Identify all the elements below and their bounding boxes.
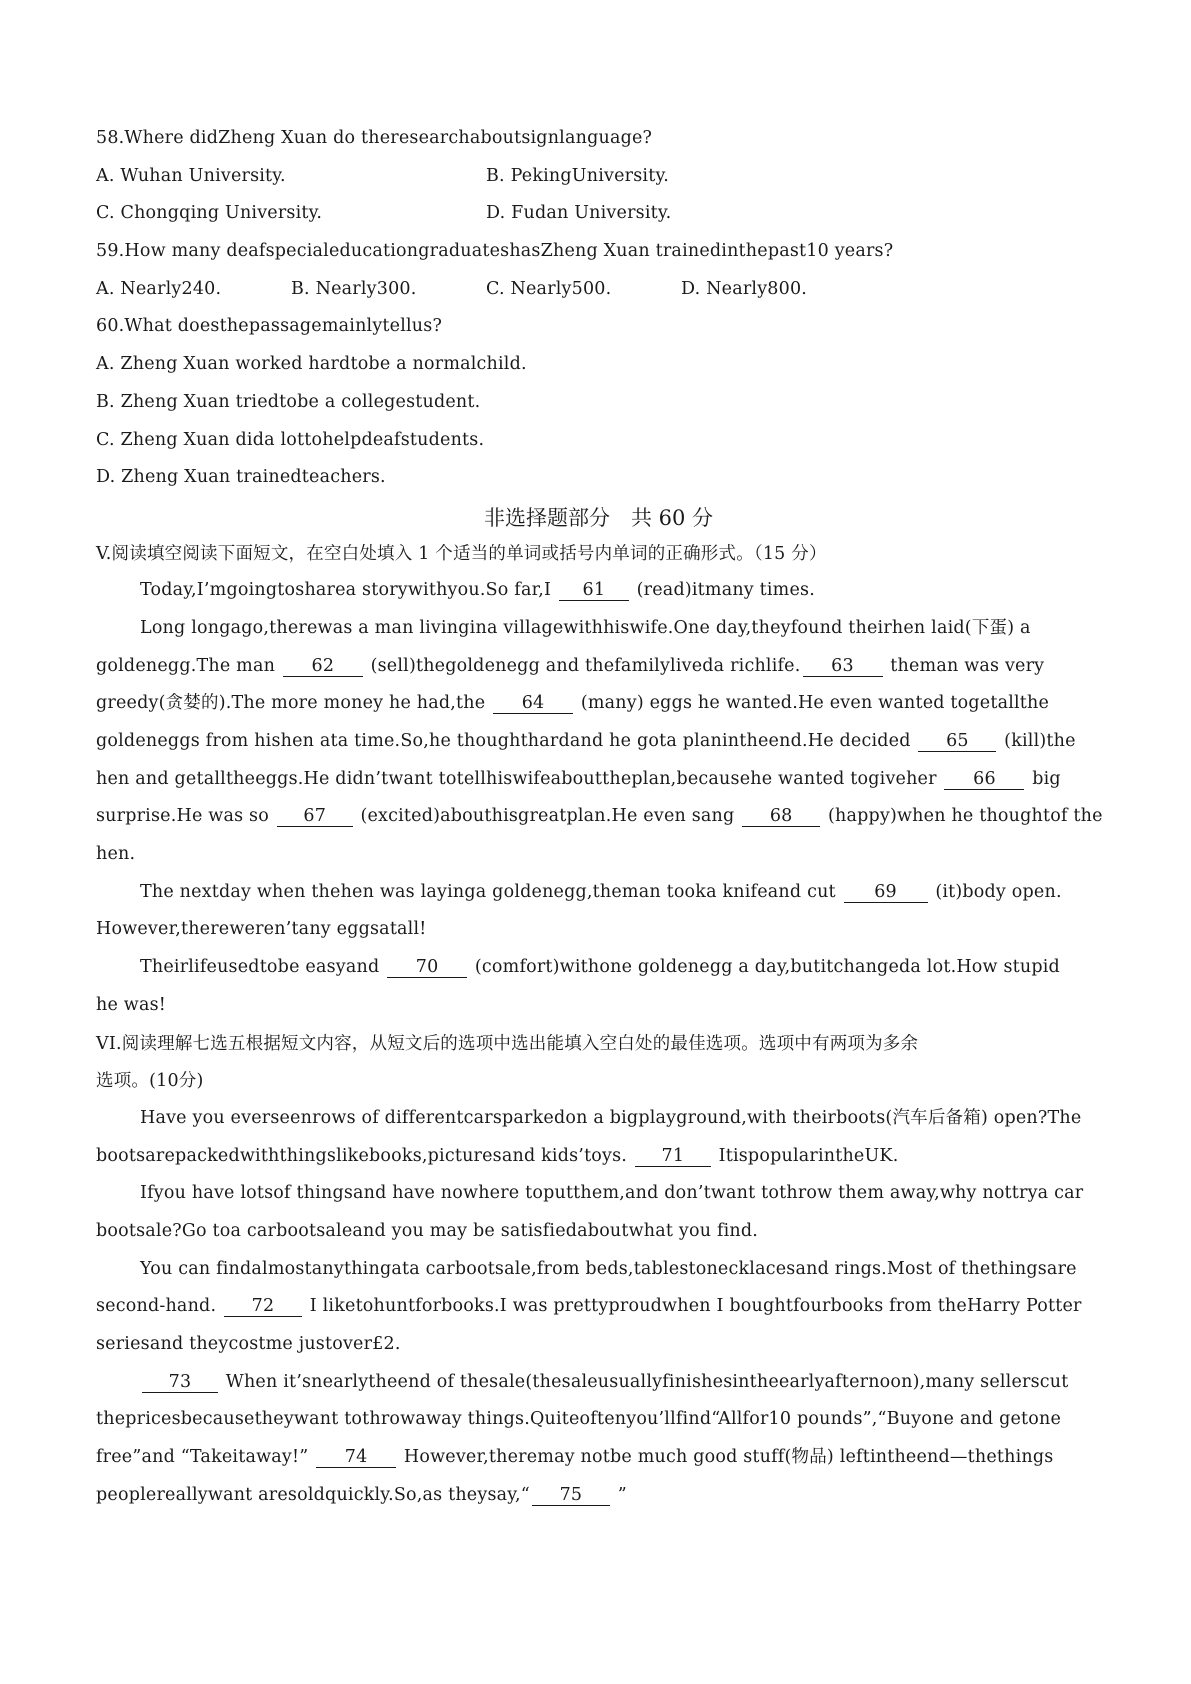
option-60-c: C. Zheng Xuan dida lottohelpdeafstudents. <box>96 429 485 450</box>
option-60-d: D. Zheng Xuan trainedteachers. <box>96 467 386 488</box>
blank-69[interactable]: 69 <box>844 882 928 903</box>
text-segment: However,theremay notbe much good stuff(物品) leftintheend—thethings <box>403 1447 1054 1468</box>
text-segment: (it)body open. <box>935 881 1062 902</box>
section-6-title: VI.阅读理解七选五根据短文内容，从短文后的选项中选出能填入空白处的最佳选项。选项中有两项为多余 <box>96 1033 919 1054</box>
passage-line: hen. <box>96 844 136 865</box>
text-segment: free”and “Takeitaway!” <box>96 1447 309 1468</box>
option-58-a: A. Wuhan University. <box>96 165 286 186</box>
blank-74[interactable]: 74 <box>316 1447 396 1468</box>
text-segment: (excited)abouthisgreatplan.He even sang <box>360 806 735 827</box>
blank-68[interactable]: 68 <box>742 806 820 827</box>
text-segment: goldenegg.The man <box>96 655 276 676</box>
option-60-b: B. Zheng Xuan triedtobe a collegestudent. <box>96 391 481 412</box>
passage-line: seriesand theycostme justover£2. <box>96 1334 401 1354</box>
blank-67[interactable]: 67 <box>277 806 353 827</box>
passage-line <box>96 731 1101 769</box>
text-segment: Theirlifeusedtobe easyand <box>140 957 380 978</box>
text-segment: The nextday when thehen was layinga goldenegg,theman tooka knifeand cut <box>140 881 836 902</box>
blank-70[interactable]: 70 <box>387 957 467 978</box>
passage-line: You can findalmostanythingata carbootsale,from beds,tablestonecklacesand rings.Most of thethingsare <box>140 1258 1077 1279</box>
passage-line <box>96 1146 1101 1184</box>
question-59-options-row <box>96 279 1101 317</box>
option-58-b: B. PekingUniversity. <box>486 165 669 186</box>
blank-75[interactable]: 75 <box>532 1485 610 1506</box>
passage-line <box>96 1296 1101 1334</box>
text-segment: hen and getalltheeggs.He didn’twant totellhiswifeabouttheplan,becausehe wanted togiveher <box>96 768 937 789</box>
text-segment: ItispopularintheUK. <box>718 1145 899 1166</box>
blank-66[interactable]: 66 <box>944 769 1024 790</box>
section-5-title: V.阅读填空阅读下面短文，在空白处填入 1 个适当的单词或括号内单词的正确形式。（15 分） <box>96 543 827 564</box>
passage-line: Have you everseenrows of differentcarsparkedon a bigplayground,with theirboots(汽车后备箱) open?The <box>140 1107 1082 1128</box>
blank-65[interactable]: 65 <box>918 731 996 752</box>
question-60-stem: 60.What doesthepassagemainlytellus? <box>96 316 443 337</box>
blank-61[interactable]: 61 <box>559 580 629 601</box>
question-58-options-row-2 <box>96 203 1101 241</box>
option-58-d: D. Fudan University. <box>486 203 672 224</box>
blank-62[interactable]: 62 <box>283 656 363 677</box>
text-segment: peoplereallywant aresoldquickly.So,as theysay,“ <box>96 1484 530 1505</box>
passage-line <box>96 1372 1101 1410</box>
passage-line: thepricesbecausetheywant tothrowaway things.Quiteoftenyou’llfind“Allfor10 pounds”,“Buyone and getone <box>96 1409 1062 1430</box>
exam-page <box>96 128 1101 1522</box>
text-segment: When it’snearlytheend of thesale(thesaleusuallyfinishesintheearlyafternoon),many sellerscut <box>225 1371 1069 1392</box>
text-segment: (kill)the <box>1004 731 1076 751</box>
passage-line: bootsale?Go toa carbootsaleand you may be satisfiedaboutwhat you find. <box>96 1220 759 1241</box>
passage-line <box>96 656 1101 694</box>
text-segment: big <box>1032 768 1061 789</box>
option-59-b: B. Nearly300. <box>291 278 417 299</box>
passage-line <box>96 693 1101 731</box>
text-segment: bootsarepackedwiththingslikebooks,picturesand kids’toys. <box>96 1145 628 1166</box>
passage-line <box>96 957 1101 995</box>
question-58-options-row-1 <box>96 166 1101 204</box>
option-59-a: A. Nearly240. <box>96 278 222 299</box>
part-title: 非选择题部分 共 60 分 <box>483 505 714 530</box>
text-segment: (comfort)withone goldenegg a day,butitchangeda lot.How stupid <box>474 957 1060 978</box>
text-segment: surprise.He was so <box>96 806 269 827</box>
passage-line: he was! <box>96 994 167 1015</box>
option-58-c: C. Chongqing University. <box>96 203 323 224</box>
passage-line: Ifyou have lotsof thingsand have nowhere toputthem,and don’twant tothrow them away,why nottrya car <box>140 1183 1084 1204</box>
option-59-c: C. Nearly500. <box>486 278 612 299</box>
question-58-stem: 58.Where didZheng Xuan do theresearchaboutsignlanguage? <box>96 128 653 148</box>
text-segment: (sell)thegoldenegg and thefamilyliveda richlife. <box>370 655 801 676</box>
passage-line <box>96 882 1101 920</box>
blank-71[interactable]: 71 <box>635 1146 711 1167</box>
passage-line: However,thereweren’tany eggsatall! <box>96 919 427 940</box>
passage-line <box>96 1485 1101 1523</box>
text-segment: greedy(贪婪的).The more money he had,the <box>96 693 486 714</box>
text-segment: (happy)when he thoughtof the <box>827 806 1103 827</box>
blank-72[interactable]: 72 <box>224 1296 302 1317</box>
text-segment: (many) eggs he wanted.He even wanted togetallthe <box>580 693 1050 714</box>
passage-line <box>96 769 1101 807</box>
question-59-stem: 59.How many deafspecialeducationgraduateshasZheng Xuan trainedinthepast10 years? <box>96 241 894 262</box>
blank-73[interactable]: 73 <box>142 1372 218 1393</box>
passage-line <box>96 1447 1101 1485</box>
passage-line: Long longago,therewas a man livingina villagewithhiswife.One day,theyfound theirhen laid(下蛋) a <box>140 617 1031 638</box>
blank-64[interactable]: 64 <box>493 693 573 714</box>
text-segment: (read)itmany times. <box>636 580 815 601</box>
option-60-a: A. Zheng Xuan worked hardtobe a normalchild. <box>96 354 527 375</box>
option-59-d: D. Nearly800. <box>681 278 808 299</box>
section-6-title-cont: 选项。(10分) <box>96 1071 204 1092</box>
text-segment: ” <box>617 1484 627 1505</box>
text-segment: second-hand. <box>96 1296 217 1317</box>
passage-1-line <box>96 580 1101 618</box>
passage-line <box>96 806 1101 844</box>
text-segment: goldeneggs from hishen ata time.So,he thoughthardand he gota planintheend.He decided <box>96 731 911 751</box>
text-segment: Today,I’mgoingtosharea storywithyou.So far,I <box>140 580 552 601</box>
text-segment: I liketohuntforbooks.I was prettyproudwhen I boughtfourbooks from theHarry Potter <box>309 1296 1082 1317</box>
blank-63[interactable]: 63 <box>803 656 883 677</box>
text-segment: theman was very <box>890 655 1045 676</box>
